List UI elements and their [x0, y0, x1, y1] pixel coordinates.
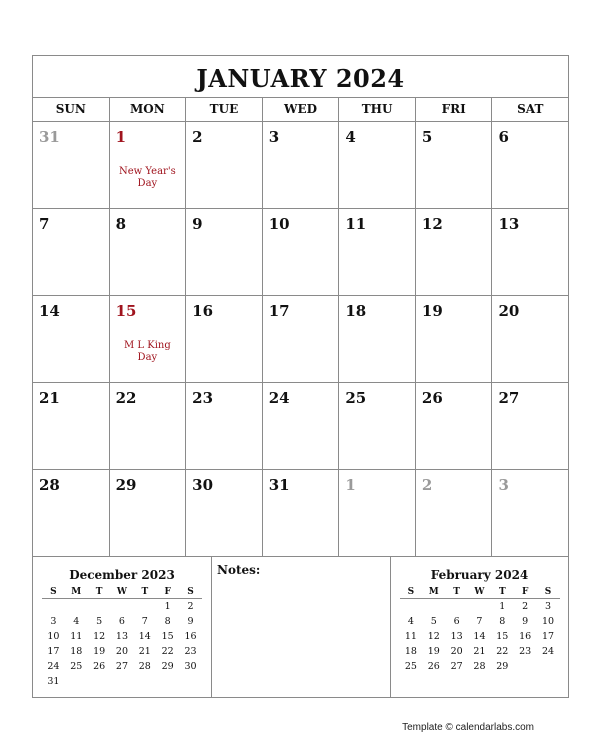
day-cell[interactable]	[33, 296, 110, 382]
mini-day: 2	[187, 601, 194, 612]
day-cell[interactable]	[339, 122, 416, 208]
day-cell[interactable]	[339, 470, 416, 556]
mini-day	[514, 659, 537, 674]
mini-day: 3	[50, 616, 57, 627]
day-number: 6	[498, 128, 509, 146]
day-cell[interactable]	[416, 470, 493, 556]
mini-day: 9	[187, 616, 194, 627]
mini-day: 1	[164, 601, 171, 612]
day-number: 2	[421, 476, 433, 494]
mini-day: 27	[450, 661, 463, 672]
mini-day: 14	[473, 631, 486, 642]
day-cell[interactable]	[33, 209, 110, 295]
day-cell[interactable]	[339, 383, 416, 469]
notes-label: Notes:	[217, 563, 261, 577]
mini-day: 9	[522, 616, 529, 627]
mini-day: 21	[473, 646, 486, 657]
mini-day: 5	[430, 616, 437, 627]
day-number: 30	[192, 476, 214, 494]
day-number: 9	[192, 215, 203, 233]
week-row	[33, 122, 568, 209]
day-number: 29	[115, 476, 137, 494]
mini-week-row	[42, 674, 202, 689]
weekday-fri: FRI	[416, 98, 493, 121]
month-title: JANUARY 2024	[33, 56, 568, 98]
day-number: 11	[345, 215, 367, 233]
mini-day	[400, 599, 423, 615]
day-number: 5	[421, 128, 433, 146]
mini-day	[468, 599, 491, 615]
mini-day	[88, 674, 111, 689]
mini-day: 18	[404, 646, 417, 657]
day-cell[interactable]	[263, 296, 340, 382]
day-number: 16	[192, 302, 214, 320]
day-cell[interactable]	[33, 122, 110, 208]
day-number: 19	[421, 302, 443, 320]
week-row	[33, 470, 568, 557]
mini-day: 30	[184, 661, 197, 672]
mini-day: 19	[427, 646, 440, 657]
mini-day: 7	[476, 616, 483, 627]
mini-day: 31	[47, 676, 60, 687]
mini-weekday: S	[400, 585, 423, 599]
mini-day: 7	[141, 616, 148, 627]
day-cell[interactable]	[33, 383, 110, 469]
mini-weekday: S	[42, 585, 65, 599]
day-cell[interactable]	[186, 209, 263, 295]
day-cell[interactable]	[186, 122, 263, 208]
mini-day: 8	[164, 616, 171, 627]
day-cell[interactable]	[492, 209, 568, 295]
day-number: 13	[498, 215, 520, 233]
mini-day	[537, 659, 560, 674]
bottom-section	[33, 557, 568, 697]
mini-day	[156, 674, 179, 689]
mini-day: 17	[47, 646, 60, 657]
mini-day: 24	[47, 661, 60, 672]
weekday-tue: TUE	[186, 98, 263, 121]
day-cell[interactable]	[339, 209, 416, 295]
mini-week-row	[400, 644, 560, 659]
mini-calendar-table	[400, 585, 560, 674]
mini-day: 13	[450, 631, 463, 642]
mini-day: 29	[496, 661, 509, 672]
mini-day	[133, 599, 156, 615]
mini-day: 4	[73, 616, 80, 627]
day-cell[interactable]	[186, 383, 263, 469]
day-number: 3	[268, 128, 280, 146]
day-number: 21	[39, 389, 60, 407]
mini-day: 12	[93, 631, 106, 642]
mini-weekday: T	[133, 585, 156, 599]
day-cell[interactable]	[110, 296, 187, 382]
mini-day: 8	[499, 616, 506, 627]
day-number: 27	[498, 389, 520, 407]
mini-day: 23	[184, 646, 197, 657]
day-cell[interactable]	[186, 296, 263, 382]
day-number: 24	[268, 389, 290, 407]
mini-day: 16	[184, 631, 197, 642]
mini-day: 13	[115, 631, 128, 642]
mini-weekday: T	[491, 585, 514, 599]
mini-day: 28	[138, 661, 151, 672]
day-number: 23	[192, 389, 214, 407]
mini-day: 15	[161, 631, 174, 642]
day-number: 17	[268, 302, 290, 320]
month-grid	[33, 122, 568, 557]
mini-day	[179, 674, 202, 689]
mini-day: 20	[450, 646, 463, 657]
day-number: 31	[39, 128, 60, 146]
day-number: 25	[345, 389, 367, 407]
mini-day: 18	[70, 646, 83, 657]
mini-week-row	[400, 599, 560, 615]
mini-day	[42, 599, 65, 615]
mini-weekday: S	[537, 585, 560, 599]
mini-day	[133, 674, 156, 689]
day-number: 2	[192, 128, 203, 146]
mini-calendar-title: February 2024	[430, 568, 529, 582]
day-cell[interactable]	[263, 383, 340, 469]
day-number: 18	[345, 302, 367, 320]
holiday-label: M L King Day	[123, 340, 171, 363]
footer-credit: Template © calendarlabs.com	[402, 722, 534, 733]
mini-day: 3	[545, 601, 552, 612]
mini-day	[111, 599, 134, 615]
week-row	[33, 296, 568, 383]
day-number: 1	[345, 476, 356, 494]
mini-week-row	[42, 659, 202, 674]
day-number: 20	[498, 302, 520, 320]
weekday-sun: SUN	[33, 98, 110, 121]
day-cell[interactable]	[263, 122, 340, 208]
mini-week-row	[400, 629, 560, 644]
mini-day	[65, 674, 88, 689]
day-cell[interactable]	[492, 122, 568, 208]
mini-calendar-next	[390, 557, 568, 697]
day-number: 31	[268, 476, 290, 494]
mini-day: 11	[404, 631, 417, 642]
notes-area[interactable]	[212, 557, 390, 697]
day-cell[interactable]	[416, 296, 493, 382]
mini-week-row	[400, 659, 560, 674]
mini-day: 16	[519, 631, 532, 642]
day-cell[interactable]	[339, 296, 416, 382]
holiday-label: New Year's Day	[119, 166, 176, 189]
mini-day: 27	[115, 661, 128, 672]
day-cell[interactable]	[492, 296, 568, 382]
mini-day: 12	[427, 631, 440, 642]
mini-day	[65, 599, 88, 615]
mini-weekday: W	[468, 585, 491, 599]
mini-weekday: F	[514, 585, 537, 599]
day-cell[interactable]	[33, 470, 110, 556]
mini-day: 29	[161, 661, 174, 672]
mini-day: 1	[499, 601, 506, 612]
day-cell[interactable]	[263, 470, 340, 556]
mini-weekday: S	[179, 585, 202, 599]
day-number: 14	[39, 302, 60, 320]
mini-day: 10	[47, 631, 60, 642]
day-number: 22	[115, 389, 137, 407]
mini-day: 22	[161, 646, 174, 657]
mini-weekday: W	[111, 585, 134, 599]
day-number: 7	[39, 215, 50, 233]
day-number: 28	[39, 476, 60, 494]
mini-day	[422, 599, 445, 615]
mini-week-row	[42, 629, 202, 644]
day-number: 26	[421, 389, 443, 407]
week-row	[33, 209, 568, 296]
mini-day: 19	[93, 646, 106, 657]
mini-day: 4	[407, 616, 414, 627]
weekday-thu: THU	[339, 98, 416, 121]
weekday-wed: WED	[263, 98, 340, 121]
weekday-sat: SAT	[517, 102, 544, 116]
mini-day: 28	[473, 661, 486, 672]
day-number: 8	[115, 215, 127, 233]
day-cell[interactable]	[416, 209, 493, 295]
mini-day: 2	[522, 601, 529, 612]
day-cell[interactable]	[263, 209, 340, 295]
mini-day	[88, 599, 111, 615]
mini-weekday: M	[65, 585, 88, 599]
day-cell[interactable]	[110, 470, 187, 556]
weekday-header	[33, 98, 568, 122]
mini-day: 6	[453, 616, 460, 627]
day-number: 12	[421, 215, 443, 233]
day-cell[interactable]	[416, 383, 493, 469]
mini-calendar-table	[42, 585, 202, 689]
day-number: 1	[115, 128, 127, 146]
mini-week-row	[42, 644, 202, 659]
mini-day: 24	[541, 646, 555, 657]
day-cell[interactable]	[110, 209, 187, 295]
mini-day: 25	[70, 661, 83, 672]
mini-day: 22	[496, 646, 509, 657]
mini-calendar-previous	[33, 557, 212, 697]
mini-day: 26	[427, 661, 440, 672]
weekday-mon: MON	[110, 98, 187, 121]
mini-day: 21	[138, 646, 151, 657]
day-number: 4	[345, 128, 356, 146]
mini-week-row	[400, 614, 560, 629]
day-cell[interactable]	[110, 122, 187, 208]
mini-week-row	[42, 599, 202, 615]
mini-weekday: T	[88, 585, 111, 599]
day-cell[interactable]	[492, 383, 568, 469]
mini-day: 5	[96, 616, 103, 627]
mini-day	[111, 674, 134, 689]
calendar-sheet	[32, 55, 569, 698]
day-number: 3	[498, 476, 509, 494]
mini-weekday: T	[445, 585, 468, 599]
day-cell[interactable]	[416, 122, 493, 208]
mini-day: 15	[496, 631, 509, 642]
mini-day: 14	[138, 631, 151, 642]
mini-day: 11	[70, 631, 83, 642]
mini-day: 6	[118, 616, 125, 627]
mini-day: 10	[541, 616, 555, 627]
week-row	[33, 383, 568, 470]
day-cell[interactable]	[492, 470, 568, 556]
day-cell[interactable]	[186, 470, 263, 556]
mini-weekday: F	[156, 585, 179, 599]
mini-day: 26	[93, 661, 106, 672]
mini-day: 20	[115, 646, 128, 657]
mini-day: 25	[404, 661, 417, 672]
mini-day: 23	[519, 646, 532, 657]
mini-day: 17	[541, 631, 555, 642]
mini-weekday: M	[422, 585, 445, 599]
mini-calendar-title: December 2023	[69, 568, 175, 582]
day-cell[interactable]	[110, 383, 187, 469]
mini-day	[445, 599, 468, 615]
mini-week-row	[42, 614, 202, 629]
day-number: 10	[268, 215, 290, 233]
day-number: 15	[115, 302, 137, 320]
